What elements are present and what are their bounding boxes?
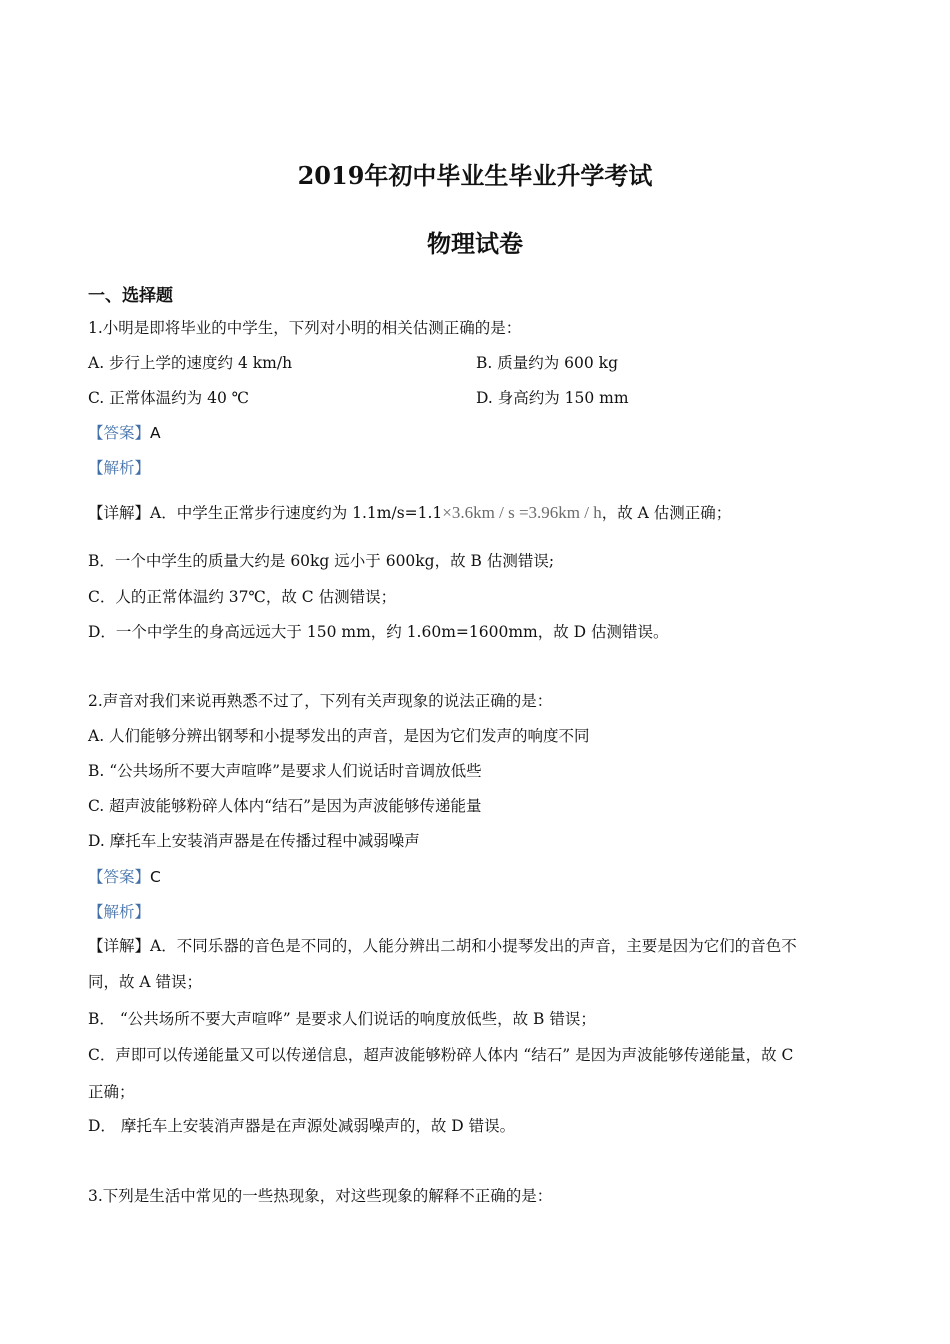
q2-detail-a-line2: 同，故 A 错误； — [88, 973, 203, 991]
q1-answer — [88, 421, 161, 443]
speed-formula: ×3.6km / s =3.96km / h — [442, 503, 602, 522]
q2-detail-c-line1: C．声即可以传递能量又可以传递信息，超声波能够粉碎人体内 “结石” 是因为声波能够传递能量，故 C — [88, 1046, 794, 1064]
exam-subtitle: 物理试卷 — [427, 229, 523, 258]
answer-label: 【答案】 — [88, 424, 151, 442]
q2-stem: 2.声音对我们来说再熟悉不过了，下列有关声现象的说法正确的是： — [88, 692, 553, 710]
detail-text: 【详解】A．中学生正常步行速度约为 1.1m/s=1.1 — [88, 504, 443, 522]
q2-option-b: B. “公共场所不要大声喧哗”是要求人们说话时音调放低些 — [88, 762, 482, 780]
q1-option-d: D. 身高约为 150 mm — [476, 389, 629, 407]
answer-value: A — [150, 424, 161, 442]
exam-title: 2019年初中毕业生毕业升学考试 — [297, 161, 653, 190]
q2-option-a: A. 人们能够分辨出钢琴和小提琴发出的声音，是因为它们发声的响度不同 — [88, 727, 590, 745]
q2-answer — [88, 865, 161, 887]
q1-option-b: B. 质量约为 600 kg — [476, 354, 618, 372]
answer-value: C — [150, 868, 161, 886]
q2-option-c: C. 超声波能够粉碎人体内“结石”是因为声波能够传递能量 — [88, 797, 482, 815]
q1-detail-d: D．一个中学生的身高远远大于 150 mm，约 1.60m=1600mm，故 D 估测错误。 — [88, 623, 669, 641]
q2-detail-d: D． 摩托车上安装消声器是在声源处减弱噪声的，故 D 错误。 — [88, 1117, 516, 1135]
q1-detail-c: C．人的正常体温约 37℃，故 C 估测错误； — [88, 588, 397, 606]
section-heading: 一、选择题 — [88, 286, 173, 306]
q2-detail-a-line1: 【详解】A．不同乐器的音色是不同的，人能分辨出二胡和小提琴发出的声音，主要是因为它们的音色不 — [88, 937, 797, 955]
q3-stem: 3.下列是生活中常见的一些热现象，对这些现象的解释不正确的是： — [88, 1187, 553, 1205]
q1-detail-b: B．一个中学生的质量大约是 60kg 远小于 600kg，故 B 估测错误; — [88, 552, 555, 570]
q2-detail-b: B． “公共场所不要大声喧哗” 是要求人们说话的响度放低些，故 B 错误； — [88, 1010, 596, 1028]
q2-analysis-label: 【解析】 — [88, 903, 151, 921]
q1-analysis-label: 【解析】 — [88, 459, 151, 477]
q1-detail-a — [88, 501, 731, 523]
q1-option-c: C. 正常体温约为 40 ℃ — [88, 389, 250, 407]
answer-label: 【答案】 — [88, 868, 151, 886]
q1-stem: 1.小明是即将毕业的中学生，下列对小明的相关估测正确的是： — [88, 319, 522, 337]
q2-detail-c-line2: 正确； — [88, 1083, 135, 1101]
q1-option-a: A. 步行上学的速度约 4 km/h — [88, 354, 293, 372]
detail-text-end: ，故 A 估测正确； — [601, 504, 732, 522]
q2-option-d: D. 摩托车上安装消声器是在传播过程中减弱噪声 — [88, 832, 420, 850]
